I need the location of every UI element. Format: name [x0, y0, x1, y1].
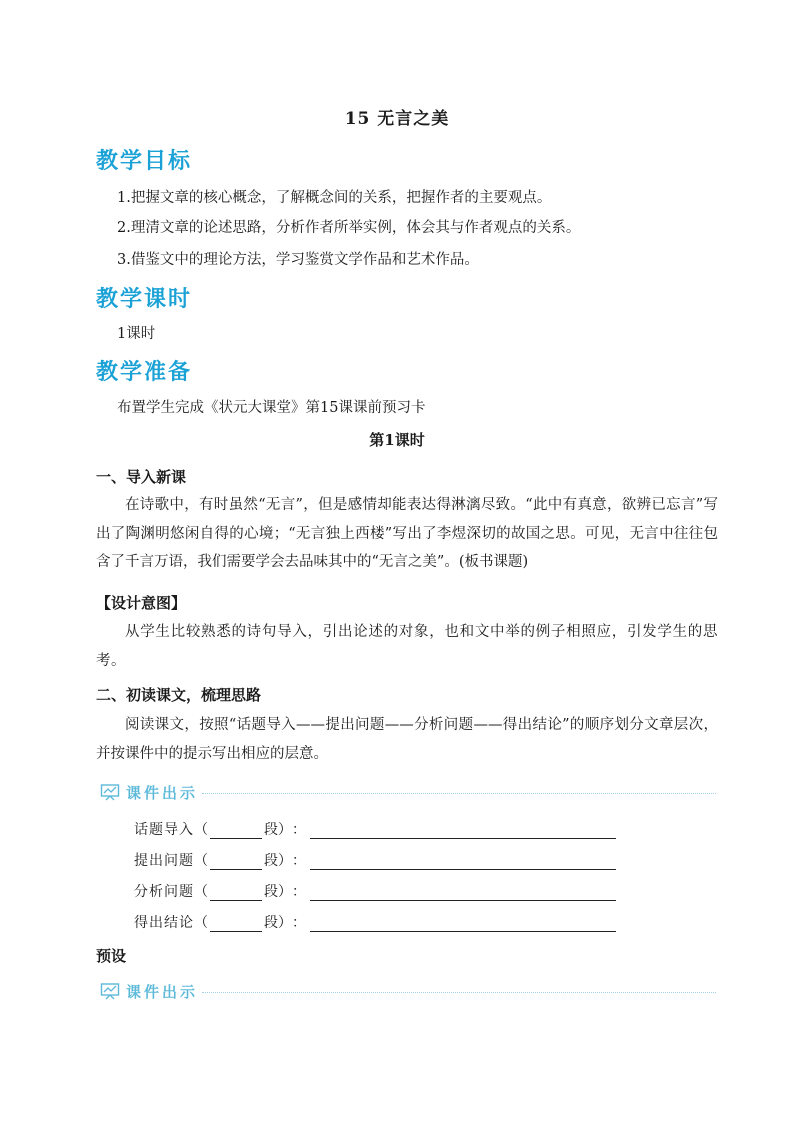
meaning-blank[interactable] [310, 853, 616, 870]
part1-paragraph: 在诗歌中，有时虽然“无言”，但是感情却能表达得淋漓尽致。“此中有真意，欲辨已忘言”写出了陶渊明悠闲自得的心境；“无言独上西楼”写出了李煜深切的故国之思。可见，无言中往往包含了千言万语，我们需要学会去品味其中的“无言之美”。(板书课题) [96, 497, 718, 570]
part2-heading: 二、初读课文，梳理思路 [96, 686, 262, 704]
unit-text: 段） [264, 915, 292, 931]
fill-label: 话题导入 [134, 822, 194, 838]
courseware-banner [100, 780, 716, 804]
courseware-label: 课件出示 [126, 982, 199, 1001]
meaning-blank[interactable] [310, 822, 616, 839]
open-paren: （ [194, 884, 208, 900]
fill-label: 分析问题 [134, 884, 194, 900]
section-heading-prep: 教学准备 [96, 360, 193, 385]
section-heading-hours: 教学课时 [96, 287, 193, 312]
paragraph-range-blank[interactable] [210, 822, 262, 839]
unit-text: 段） [264, 822, 292, 838]
fill-row-conclude [134, 910, 616, 932]
section-heading-goals: 教学目标 [96, 149, 193, 174]
meaning-blank[interactable] [310, 915, 616, 932]
part1-heading: 一、导入新课 [96, 468, 187, 486]
dotted-divider [202, 992, 716, 993]
fill-label: 得出结论 [134, 915, 194, 931]
open-paren: （ [194, 915, 208, 931]
presentation-icon [100, 783, 120, 801]
colon: ： [292, 853, 306, 869]
prep-text: 布置学生完成《状元大课堂》第15课课前预习卡 [117, 400, 426, 416]
goal-item-1: 1.把握文章的核心概念，了解概念间的关系，把握作者的主要观点。 [117, 190, 552, 206]
colon: ： [292, 915, 306, 931]
goal-item-2: 2.理清文章的论述思路，分析作者所举实例，体会其与作者观点的关系。 [117, 220, 581, 236]
fill-label: 提出问题 [134, 853, 194, 869]
dotted-divider [202, 793, 716, 794]
courseware-banner-2 [100, 979, 716, 1003]
paragraph-range-blank[interactable] [210, 853, 262, 870]
fill-row-topic [134, 817, 616, 839]
meaning-blank[interactable] [310, 884, 616, 901]
page-title: 15 无言之美 [344, 109, 450, 129]
fill-row-raise [134, 848, 616, 870]
paragraph-range-blank[interactable] [210, 915, 262, 932]
unit-text: 段） [264, 853, 292, 869]
design-intent-label: 【设计意图】 [96, 594, 187, 612]
unit-text: 段） [264, 884, 292, 900]
hours-text: 1课时 [117, 326, 156, 342]
fill-row-analyze [134, 879, 616, 901]
presentation-icon [100, 982, 120, 1000]
goal-item-3: 3.借鉴文中的理论方法，学习鉴赏文学作品和艺术作品。 [117, 252, 479, 268]
open-paren: （ [194, 853, 208, 869]
part2-paragraph: 阅读课文，按照“话题导入——提出问题——分析问题——得出结论”的顺序划分文章层次，并按课件中的提示写出相应的层意。 [96, 717, 718, 762]
colon: ： [292, 884, 306, 900]
design-intent-text: 从学生比较熟悉的诗句导入，引出论述的对象，也和文中举的例子相照应，引发学生的思考。 [96, 624, 718, 669]
courseware-label: 课件出示 [126, 783, 199, 802]
open-paren: （ [194, 822, 208, 838]
preset-label: 预设 [96, 947, 127, 965]
paragraph-range-blank[interactable] [210, 884, 262, 901]
colon: ： [292, 822, 306, 838]
lesson-title: 第1课时 [369, 431, 425, 449]
